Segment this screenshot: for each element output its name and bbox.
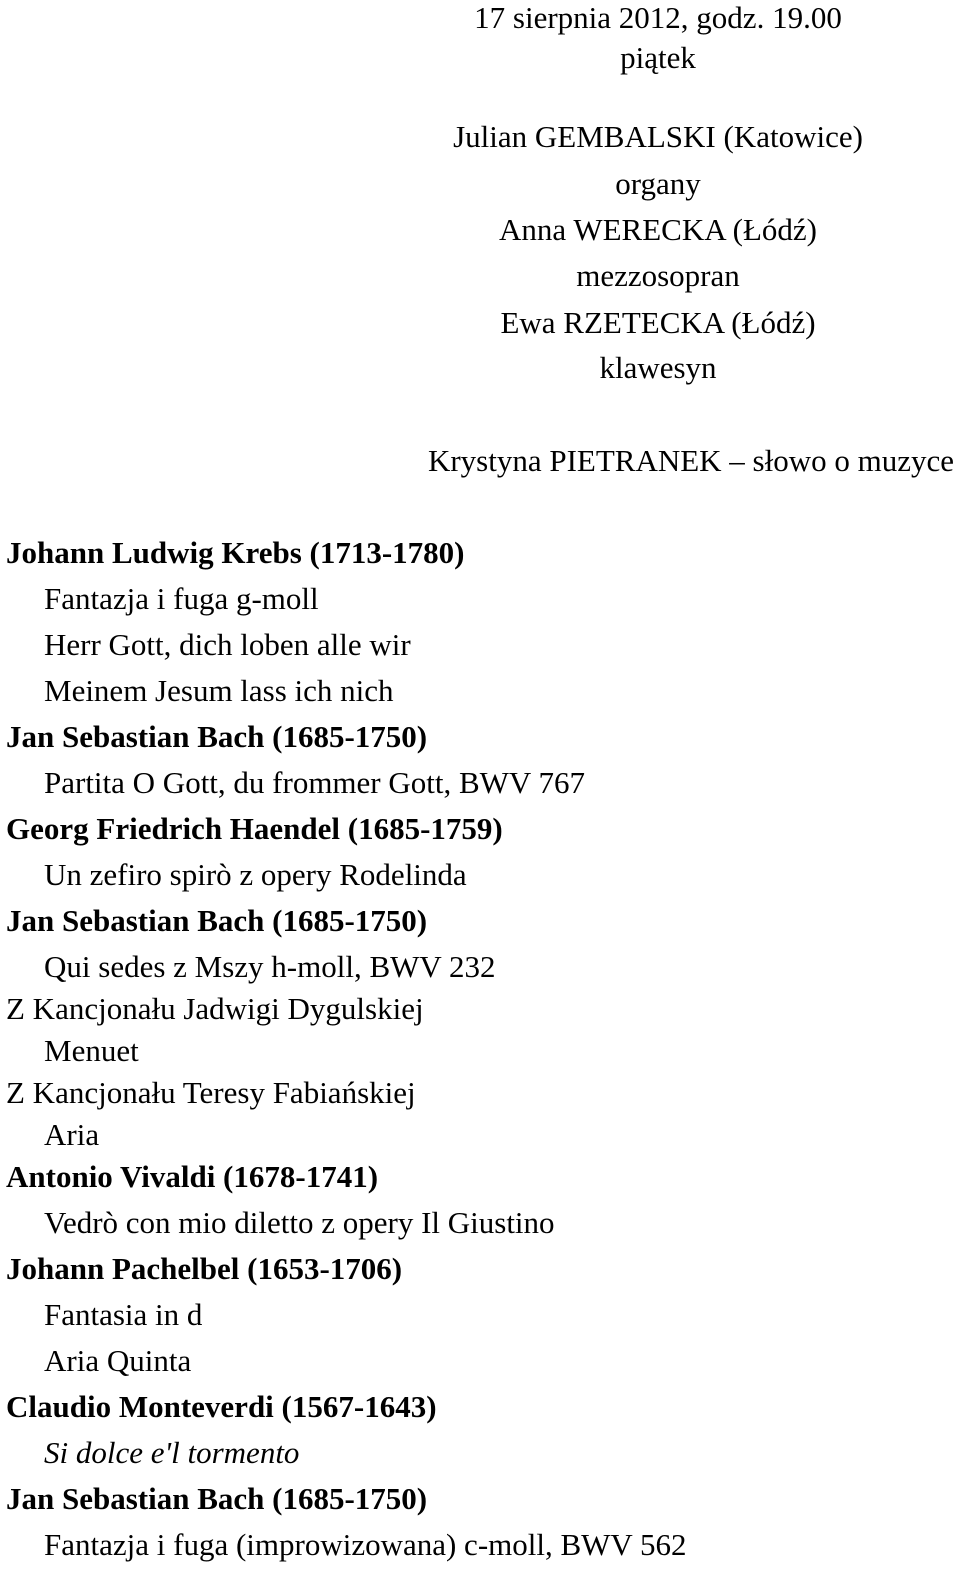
weekday: piątek [620,40,696,75]
date-line: 17 sierpnia 2012, godz. 19.00 [474,0,842,35]
work-title: Aria Quinta [44,1343,192,1378]
composer-name: Jan Sebastian Bach (1685-1750) [6,903,428,938]
performer-role: organy [615,166,701,201]
source-title: Z Kancjonału Teresy Fabiańskiej [6,1075,416,1110]
work-title: Un zefiro spirò z opery Rodelinda [44,857,467,892]
work-title: Menuet [44,1033,139,1068]
work-title: Qui sedes z Mszy h-moll, BWV 232 [44,949,496,984]
work-title: Fantazja i fuga g-moll [44,581,319,616]
composer-name: Antonio Vivaldi (1678-1741) [6,1159,379,1194]
composer-name: Jan Sebastian Bach (1685-1750) [6,1481,428,1516]
performer-name: Ewa RZETECKA (Łódź) [500,305,816,340]
work-title: Fantasia in d [44,1297,203,1332]
source-title: Z Kancjonału Jadwigi Dygulskiej [6,991,424,1026]
performer-name: Anna WERECKA (Łódź) [499,212,817,247]
performer-name: Julian GEMBALSKI (Katowice) [453,119,863,154]
work-title: Partita O Gott, du frommer Gott, BWV 767 [44,765,586,800]
composer-name: Johann Pachelbel (1653-1706) [6,1251,403,1286]
work-title: Fantazja i fuga (improwizowana) c-moll, BWV 562 [44,1527,687,1562]
composer-name: Jan Sebastian Bach (1685-1750) [6,719,428,754]
composer-name: Georg Friedrich Haendel (1685-1759) [6,811,503,846]
work-title: Vedrò con mio diletto z opery Il Giustino [44,1205,555,1240]
performer-role: klawesyn [599,350,717,385]
work-title: Meinem Jesum lass ich nich [44,673,394,708]
work-title: Si dolce e'l tormento [44,1435,300,1470]
performer-role: mezzosopran [576,258,740,293]
composer-name: Claudio Monteverdi (1567-1643) [6,1389,437,1424]
work-title: Herr Gott, dich loben alle wir [44,627,411,662]
composer-name: Johann Ludwig Krebs (1713-1780) [6,535,465,570]
work-title: Aria [44,1117,100,1152]
commentary-credit: Krystyna PIETRANEK – słowo o muzyce [427,443,954,478]
